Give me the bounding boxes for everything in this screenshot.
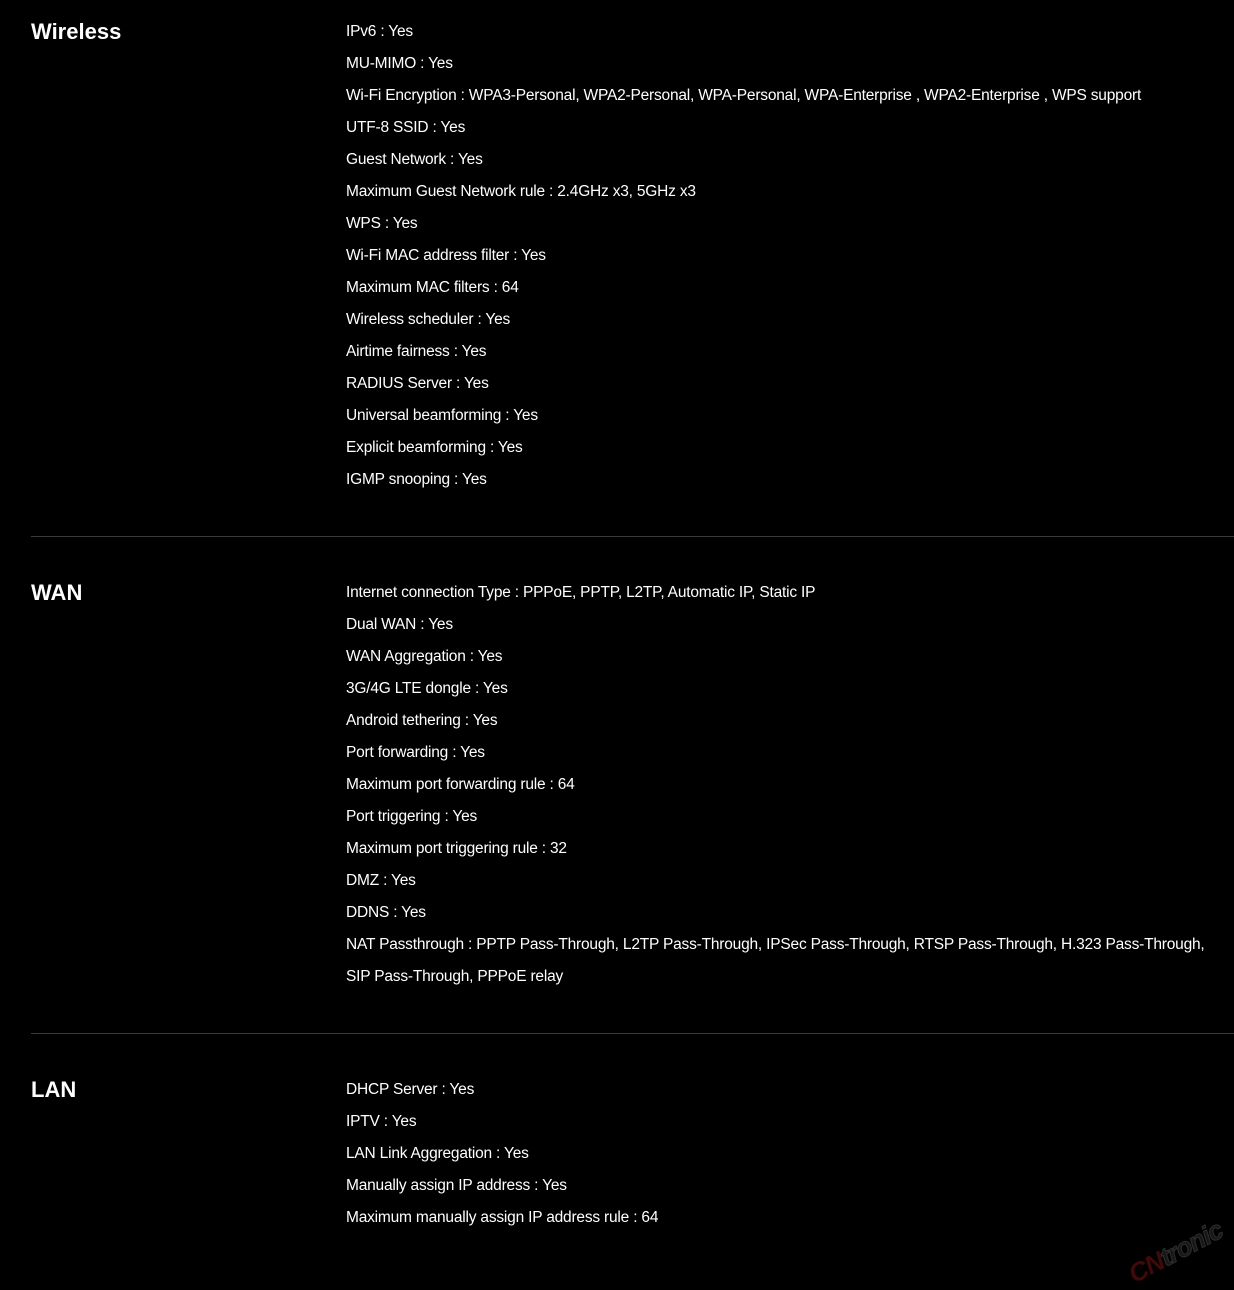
spec-item: MU-MIMO : Yes: [346, 55, 453, 72]
spec-item: WPS : Yes: [346, 215, 418, 232]
spec-item: UTF-8 SSID : Yes: [346, 119, 466, 136]
section-divider: [31, 1033, 1234, 1034]
spec-item: Maximum MAC filters : 64: [346, 279, 519, 296]
spec-item: Dual WAN : Yes: [346, 616, 453, 633]
section-title: Wireless: [31, 19, 122, 44]
spec-item: DHCP Server : Yes: [346, 1081, 475, 1098]
spec-item: Wi-Fi Encryption : WPA3-Personal, WPA2-Personal, WPA-Personal, WPA-Enterprise , WPA2-Enterprise , WPS support: [346, 87, 1142, 104]
spec-item: Maximum Guest Network rule : 2.4GHz x3, 5GHz x3: [346, 183, 696, 200]
spec-item: NAT Passthrough : PPTP Pass-Through, L2TP Pass-Through, IPSec Pass-Through, RTSP Pass-Through, H.323 Pass-Through, SIP Pass-Through, PPPoE relay: [346, 936, 1205, 985]
spec-item: IPv6 : Yes: [346, 23, 413, 40]
section-title: WAN: [31, 580, 83, 605]
spec-item: WAN Aggregation : Yes: [346, 648, 503, 665]
spec-item: Maximum port triggering rule : 32: [346, 840, 567, 857]
spec-item: DDNS : Yes: [346, 904, 426, 921]
spec-item: Internet connection Type : PPPoE, PPTP, L2TP, Automatic IP, Static IP: [346, 584, 816, 601]
spec-item: DMZ : Yes: [346, 872, 416, 889]
watermark-prefix: CN: [1123, 1245, 1170, 1289]
spec-item: Guest Network : Yes: [346, 151, 483, 168]
spec-item: LAN Link Aggregation : Yes: [346, 1145, 529, 1162]
spec-item: Maximum port forwarding rule : 64: [346, 776, 575, 793]
spec-item: Wi-Fi MAC address filter : Yes: [346, 247, 546, 264]
spec-item: IPTV : Yes: [346, 1113, 417, 1130]
spec-list: [346, 577, 1230, 993]
spec-item: Explicit beamforming : Yes: [346, 439, 523, 456]
spec-list: [346, 16, 1230, 496]
spec-item: RADIUS Server : Yes: [346, 375, 489, 392]
spec-item: Port triggering : Yes: [346, 808, 478, 825]
section-divider: [31, 536, 1234, 537]
spec-item: Airtime fairness : Yes: [346, 343, 487, 360]
spec-item: IGMP snooping : Yes: [346, 471, 487, 488]
spec-item: Wireless scheduler : Yes: [346, 311, 511, 328]
spec-item: Universal beamforming : Yes: [346, 407, 538, 424]
spec-list: [346, 1074, 1230, 1234]
spec-item: Maximum manually assign IP address rule : 64: [346, 1209, 659, 1226]
spec-item: Android tethering : Yes: [346, 712, 498, 729]
section-title: LAN: [31, 1077, 77, 1102]
spec-item: Port forwarding : Yes: [346, 744, 485, 761]
watermark-rest: tronic: [1154, 1214, 1228, 1273]
spec-item: Manually assign IP address : Yes: [346, 1177, 567, 1194]
spec-item: 3G/4G LTE dongle : Yes: [346, 680, 508, 697]
